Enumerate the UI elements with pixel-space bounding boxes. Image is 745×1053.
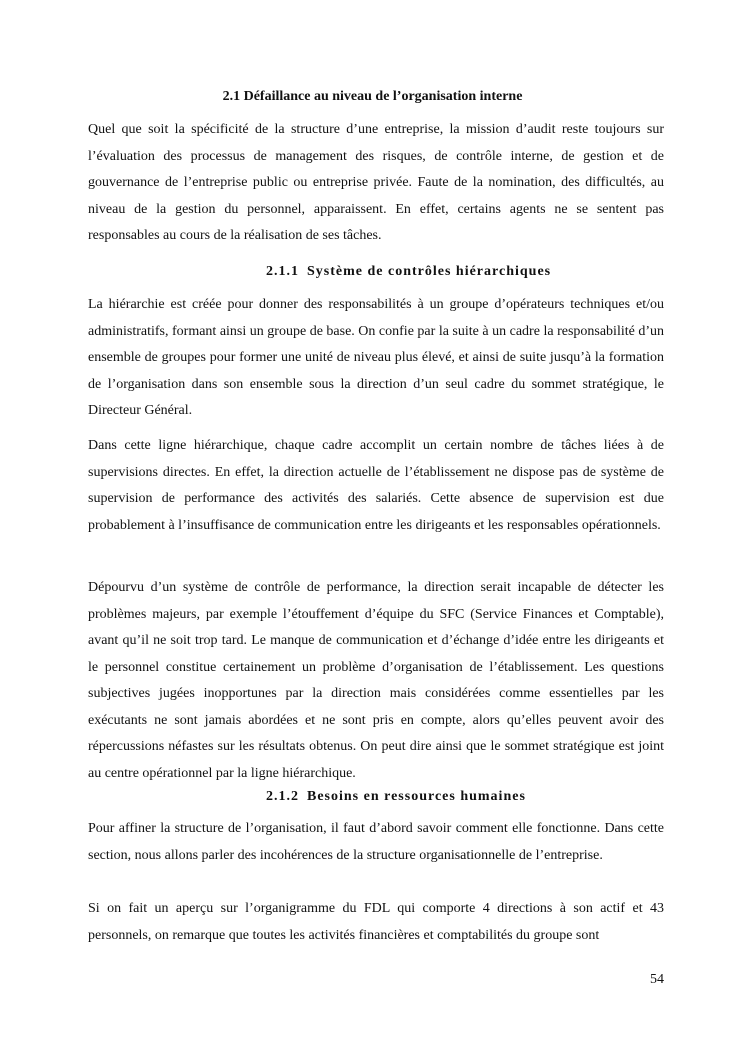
- subsection-number: 2.1.1: [266, 264, 299, 279]
- paragraph-structure: Pour affiner la structure de l’organisation, il faut d’abord savoir comment elle fonctionne. Dans cette section, nous allons parler des incohérences de la structure organisationnelle de l’entreprise.: [88, 821, 664, 863]
- paragraph-organigram: Si on fait un aperçu sur l’organigramme du FDL qui comporte 4 directions à son actif et 43 personnels, on remarque que toutes les activités financières et comptabilités du groupe sont: [88, 901, 664, 943]
- subsection-title: Système de contrôles hiérarchiques: [307, 264, 552, 279]
- page-number: 54: [650, 972, 664, 987]
- subsection-heading-2-1-1: [266, 264, 551, 280]
- subsection-title: Besoins en ressources humaines: [307, 789, 526, 804]
- paragraph-supervision: Dans cette ligne hiérarchique, chaque cadre accomplit un certain nombre de tâches liées à de supervisions directes. En effet, la direction actuelle de l’établissement ne dispose pas de système de supervision de performance des activités des salariés. Cette absence de supervision est due probablement à l’insuffisance de communication entre les dirigeants et les responsables opérationnels.: [88, 438, 664, 533]
- paragraph-intro: Quel que soit la spécificité de la structure d’une entreprise, la mission d’audit reste toujours sur l’évaluation des processus de management des risques, de contrôle interne, de gestion et de gouvernance de l’entreprise public ou entreprise privée. Faute de la nomination, des difficultés, au niveau de la gestion du personnel, apparaissent. En effet, certains agents ne se sentent pas responsables au cours de la réalisation de ses tâches.: [88, 122, 664, 243]
- paragraph-hierarchy: La hiérarchie est créée pour donner des responsabilités à un groupe d’opérateurs techniques et/ou administratifs, formant ainsi un groupe de base. On confie par la suite à un cadre la responsabilité d’un ensemble de groupes pour former une unité de niveau plus élevé, et ainsi de suite jusqu’à la formation de l’organisation dans son ensemble sous la direction d’un seul cadre du sommet stratégique, le Directeur Général.: [88, 297, 664, 418]
- paragraph-performance-control: Dépourvu d’un système de contrôle de performance, la direction serait incapable de détecter les problèmes majeurs, par exemple l’étouffement d’équipe du SFC (Service Finances et Comptable), avant qu’il ne soit trop tard. Le manque de communication et d’échange d’idée entre les dirigeants et le personnel constitue certainement un problème d’organisation de l’établissement. Les questions subjectives jugées inopportunes par la direction mais considérées comme essentielles par les exécutants ne sont jamais abordées et ne sont pris en compte, alors qu’elles peuvent avoir des répercussions néfastes sur les résultats obtenus. On peut dire ainsi que le sommet stratégique est joint au centre opérationnel par la ligne hiérarchique.: [88, 580, 664, 781]
- subsection-heading-2-1-2: [266, 789, 526, 805]
- section-heading: 2.1 Défaillance au niveau de l’organisation interne: [222, 89, 523, 104]
- subsection-number: 2.1.2: [266, 789, 299, 804]
